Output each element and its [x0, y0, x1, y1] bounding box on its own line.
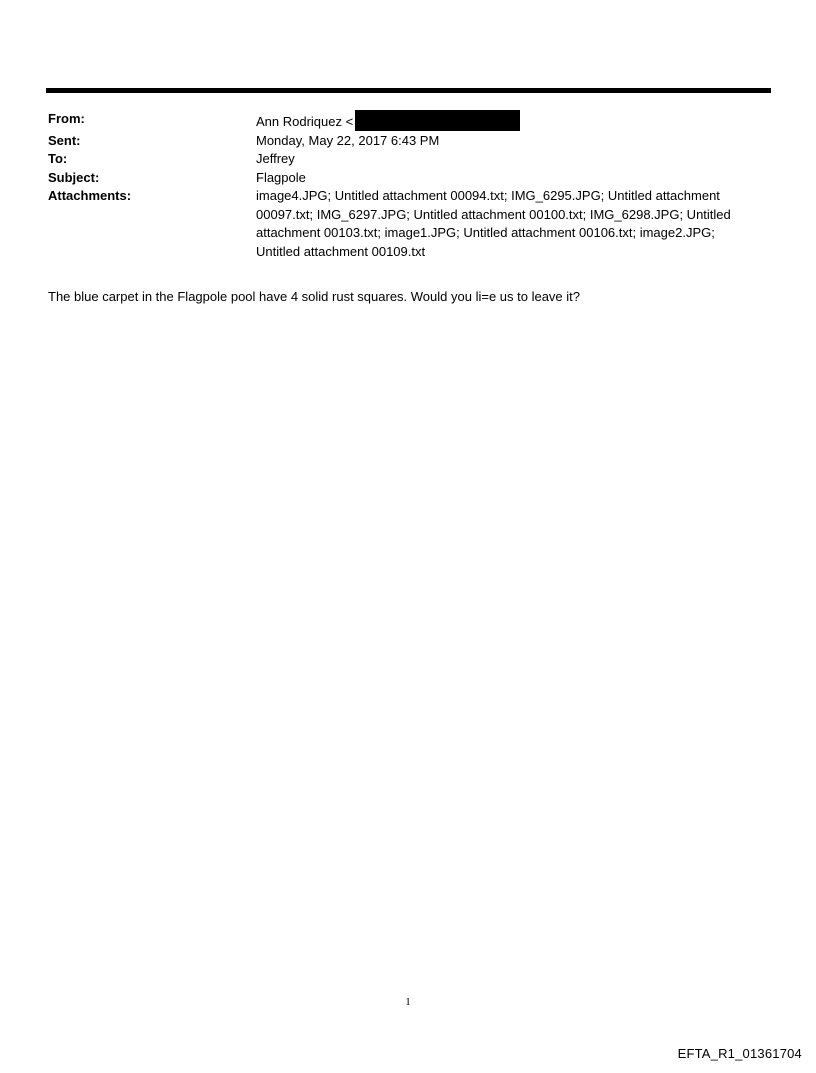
attachments-value: image4.JPG; Untitled attachment 00094.txt; IMG_6295.JPG; Untitled attachment 00097.txt; IMG_6297.JPG; Untitled attachment 00100.txt; IMG_6298.JPG; Untitled attachment 00103.txt; image1.JPG; Untitled attachment 00106.txt; image2.JPG; Untitled attachment 00109.txt	[256, 188, 731, 259]
email-header	[48, 110, 748, 261]
from-row	[48, 110, 748, 132]
from-label: From:	[48, 111, 85, 126]
from-value-container	[256, 110, 748, 132]
subject-label: Subject:	[48, 169, 100, 185]
attachments-row	[48, 187, 748, 261]
to-label: To:	[48, 151, 68, 166]
to-value: Jeffrey	[256, 151, 295, 166]
email-body: The blue carpet in the Flagpole pool have 4 solid rust squares. Would you li=e us to leave it?	[48, 289, 580, 304]
attachments-label: Attachments:	[48, 188, 132, 203]
subject-value: Flagpole	[256, 169, 306, 185]
sent-row	[48, 132, 748, 151]
to-row	[48, 150, 748, 169]
subject-row	[48, 169, 748, 188]
sent-label: Sent:	[48, 132, 81, 148]
from-value: Ann Rodriquez <	[256, 114, 354, 129]
document-id: EFTA_R1_01361704	[677, 1046, 802, 1061]
redaction-box	[355, 110, 520, 131]
sent-value: Monday, May 22, 2017 6:43 PM	[256, 132, 440, 148]
header-divider	[46, 88, 771, 93]
page-number: 1	[405, 996, 411, 1008]
